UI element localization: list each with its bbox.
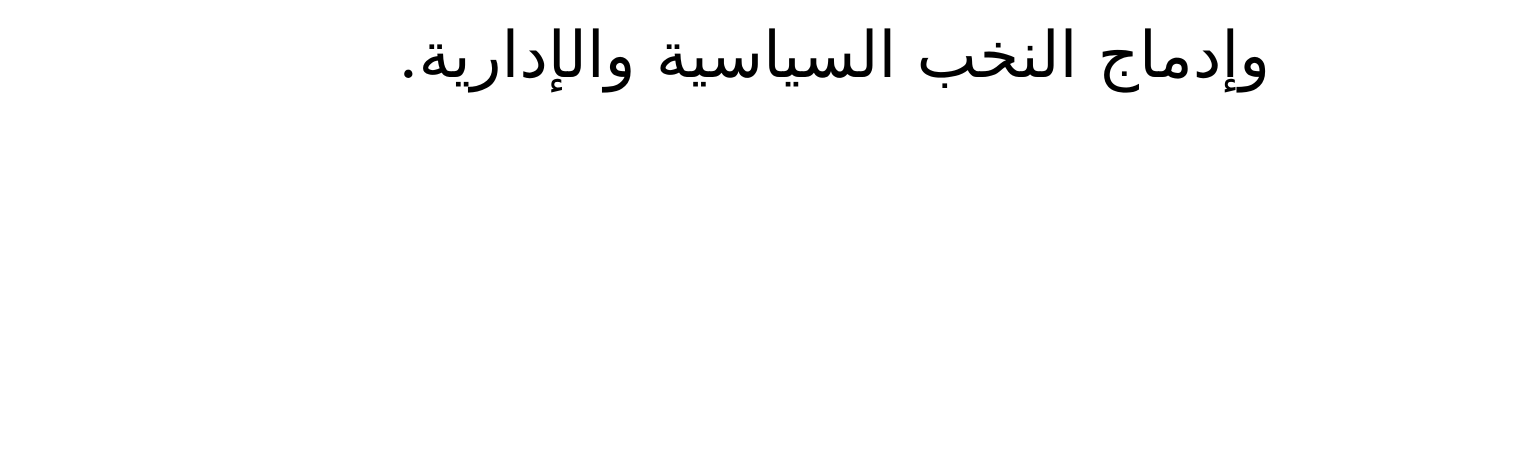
handwritten-arabic-text-line: وإدماج النخب السياسية والإدارية. [398,19,1270,93]
